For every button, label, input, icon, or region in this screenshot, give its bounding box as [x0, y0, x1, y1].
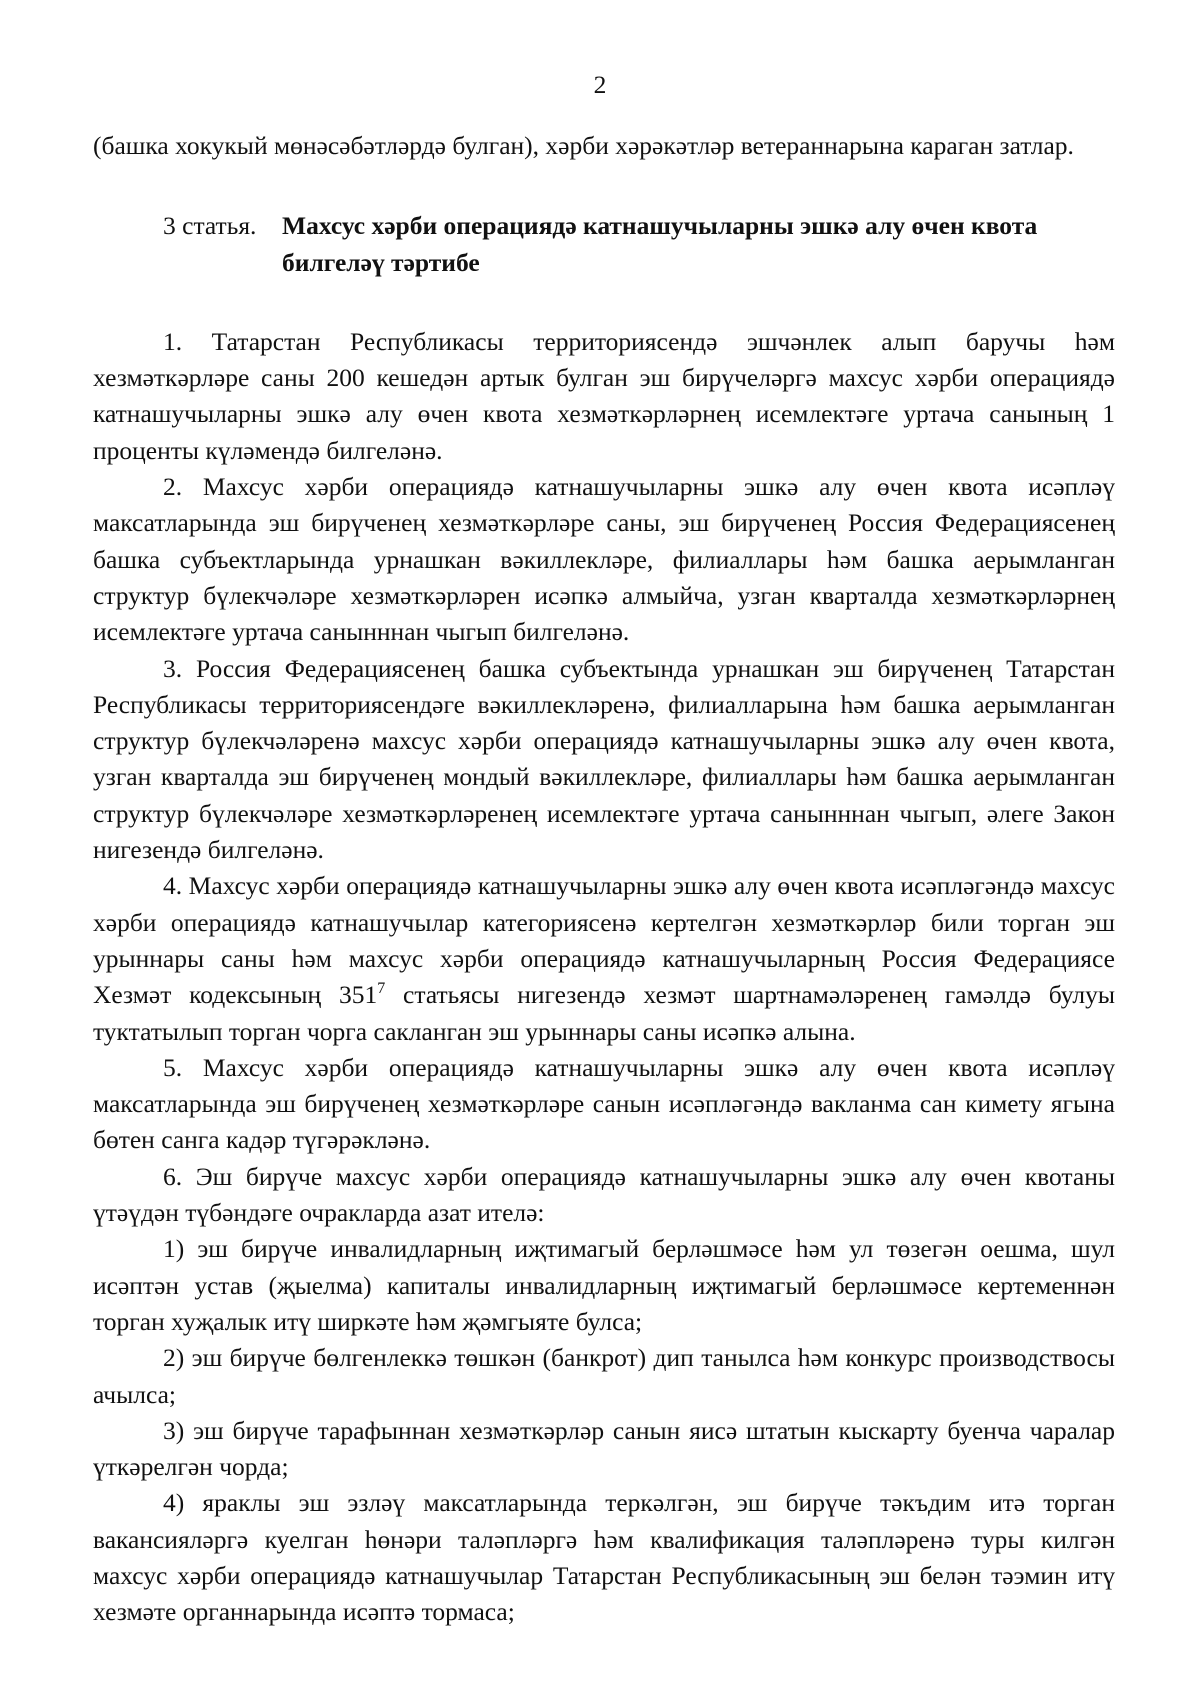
list-item-4: 4) яраклы эш эзләү максатларында теркәлгән, эш бирүче тәкъдим итә торган вакансияләргә куелган һөнәри таләпләргә һәм квалификация таләпләренә туры килгән махсус хәрби операциядә катнашучылар Татарстан Республикасының эш белән тәэмин итү хезмәте органнарында исәптә тормаса; — [93, 1488, 1115, 1627]
intro-paragraph: (башка хокукый мөнәсәбәтләрдә булган), хәрби хәрәкәтләр ветераннарына караган затлар. — [93, 131, 1074, 160]
paragraph-6: 6. Эш бирүче махсус хәрби операциядә катнашучыларны эшкә алу өчен квотаны үтәүдән түбәндәге очракларда азат ителә: — [93, 1161, 1115, 1228]
paragraph-4-text: 4. Махсус хәрби операциядә катнашучыларны эшкә алу өчен квота исәпләгәндә махсус хәрби операциядә катнашучылар категориясенә кертелгән хезмәткәрләр били торган эш урыннары саны һәм махсус хәрби операциядә катнашучыларның Россия Федерациясе Хезмәт кодексының 351 — [93, 871, 1115, 1010]
document-body — [93, 128, 1115, 1631]
paragraph-4-text-end: статьясы нигезендә хезмәт шартнамәләренең гамәлдә булуы туктатылып торган чорга сакланган эш урыннары саны исәпкә алына. — [93, 980, 1115, 1046]
paragraph-1: 1. Татарстан Республикасы территориясендә эшчәнлек алып баручы һәм хезмәткәрләре саны 200 кешедән артык булган эш бирүчеләргә махсус хәрби операциядә катнашучыларны эшкә алу өчен квота хезмәткәрләрнең исемлектәге уртача санының 1 проценты күләмендә билгеләнә. — [93, 326, 1115, 465]
article-label: 3 статья. — [163, 211, 257, 241]
article-title: Махсус хәрби операциядә катнашучыларны эшкә алу өчен квота билгеләү тәртибе — [282, 211, 1038, 277]
paragraph-4 — [93, 868, 1115, 1049]
list-item-2: 2) эш бирүче бөлгенлеккә төшкән (банкрот) дип танылса һәм конкурс производствосы ачылса; — [93, 1343, 1115, 1409]
superscript-7: 7 — [377, 980, 386, 998]
article-heading — [93, 208, 1115, 281]
paragraph-3: 3. Россия Федерациясенең башка субъектында урнашкан эш бирүченең Татарстан Республикасы территориясендәге вәкиллекләренә, филиалларына һәм башка аерымланган структур бүлекчәләренә махсус хәрби операциядә катнашучыларны эшкә алу өчен квота, узган кварталда эш бирүченең мондый вәкиллекләре, филиаллары һәм башка аерымланган структур бүлекчәләре хезмәткәрләренең исемлектәге уртача санынннан чыгып, әлеге Закон нигезендә билгеләнә. — [93, 653, 1115, 865]
list-item-3: 3) эш бирүче тарафыннан хезмәткәрләр санын яисә штатын кыскарту буенча чаралар үткәрелгән чорда; — [93, 1415, 1115, 1482]
paragraph-2: 2. Махсус хәрби операциядә катнашучыларны эшкә алу өчен квота исәпләү максатларында эш бирүченең хезмәткәрләре саны, эш бирүченең Россия Федерациясенең башка субъектларында урнашкан вәкиллекләре, филиаллары һәм башка аерымланган структур бүлекчәләре хезмәткәрләрен исәпкә алмыйча, узган кварталда хезмәткәрләрнең исемлектәге уртача санынннан чыгып билгеләнә. — [93, 472, 1115, 647]
paragraph-5: 5. Махсус хәрби операциядә катнашучыларны эшкә алу өчен квота исәпләү максатларында эш бирүченең хезмәткәрләре санын исәпләгәндә вакланма сан кимету ягына бөтен санга кадәр түгәрәкләнә. — [93, 1052, 1115, 1155]
page-number: 2 — [593, 70, 607, 99]
list-item-1: 1) эш бирүче инвалидларның иҗтимагый берләшмәсе һәм ул төзегән оешма, шул исәптән устав (җыелма) капиталы инвалидларның иҗтимагый берләшмәсе кертеменнән торган хуҗалык итү ширкәте һәм җәмгыяте булса; — [93, 1234, 1115, 1336]
